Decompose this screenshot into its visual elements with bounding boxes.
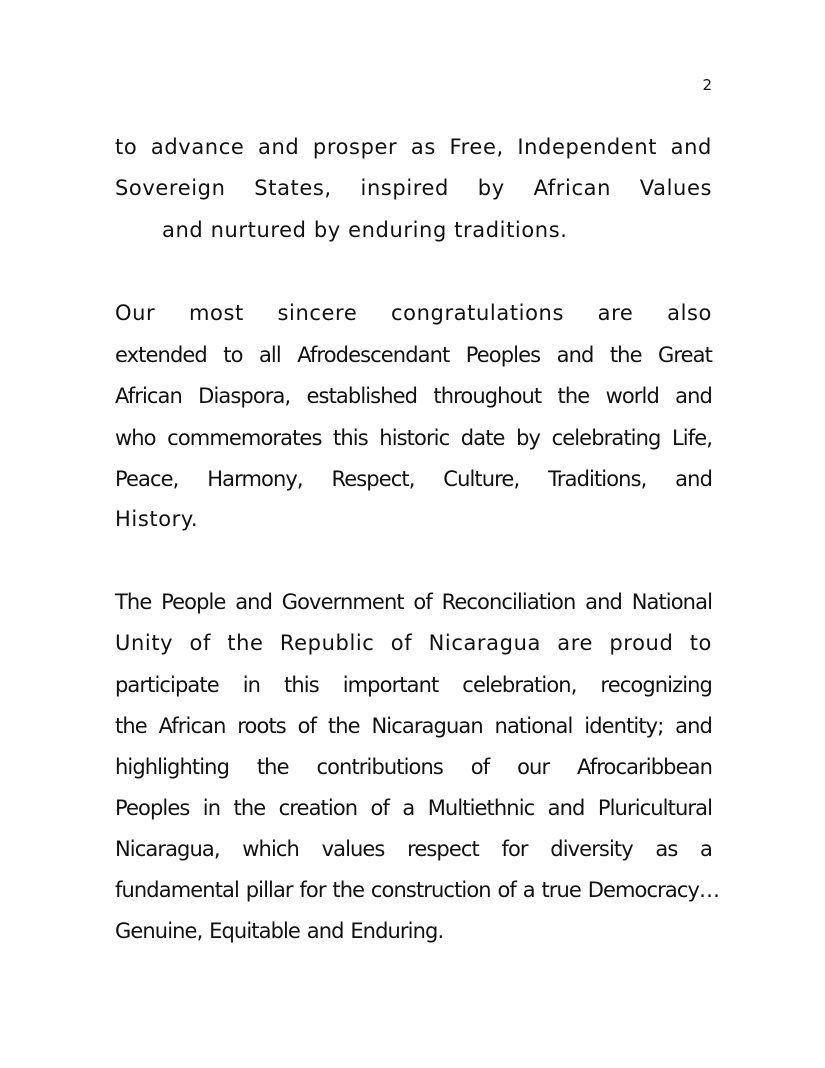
text-line: Our most sincere congratulations are also: [115, 301, 712, 325]
text-line: Sovereign States, inspired by African Values: [115, 176, 712, 200]
text-line: fundamental pillar for the construction of a true Democracy…: [115, 878, 720, 902]
text-line: Nicaragua, which values respect for diversity as a: [115, 837, 712, 861]
text-line: who commemorates this historic date by celebrating Life,: [115, 426, 712, 450]
text-line: participate in this important celebration, recognizing: [115, 673, 712, 697]
text-line: to advance and prosper as Free, Independent and: [115, 135, 712, 159]
text-line: the African roots of the Nicaraguan national identity; and: [115, 714, 712, 738]
text-line: African Diaspora, established throughout the world and: [115, 384, 712, 408]
page-number: 2: [702, 76, 712, 94]
text-line: and nurtured by enduring traditions.: [162, 218, 568, 242]
text-line: highlighting the contributions of our Afrocaribbean: [115, 755, 712, 779]
text-line: Peoples in the creation of a Multiethnic and Pluricultural: [115, 796, 712, 820]
text-line: History.: [115, 507, 199, 531]
text-line: extended to all Afrodescendant Peoples and the Great: [115, 343, 712, 367]
text-line: Genuine, Equitable and Enduring.: [115, 919, 444, 943]
text-line: Peace, Harmony, Respect, Culture, Traditions, and: [115, 467, 712, 491]
text-line: The People and Government of Reconciliation and National: [115, 590, 712, 614]
text-line: Unity of the Republic of Nicaragua are proud to: [115, 631, 712, 655]
